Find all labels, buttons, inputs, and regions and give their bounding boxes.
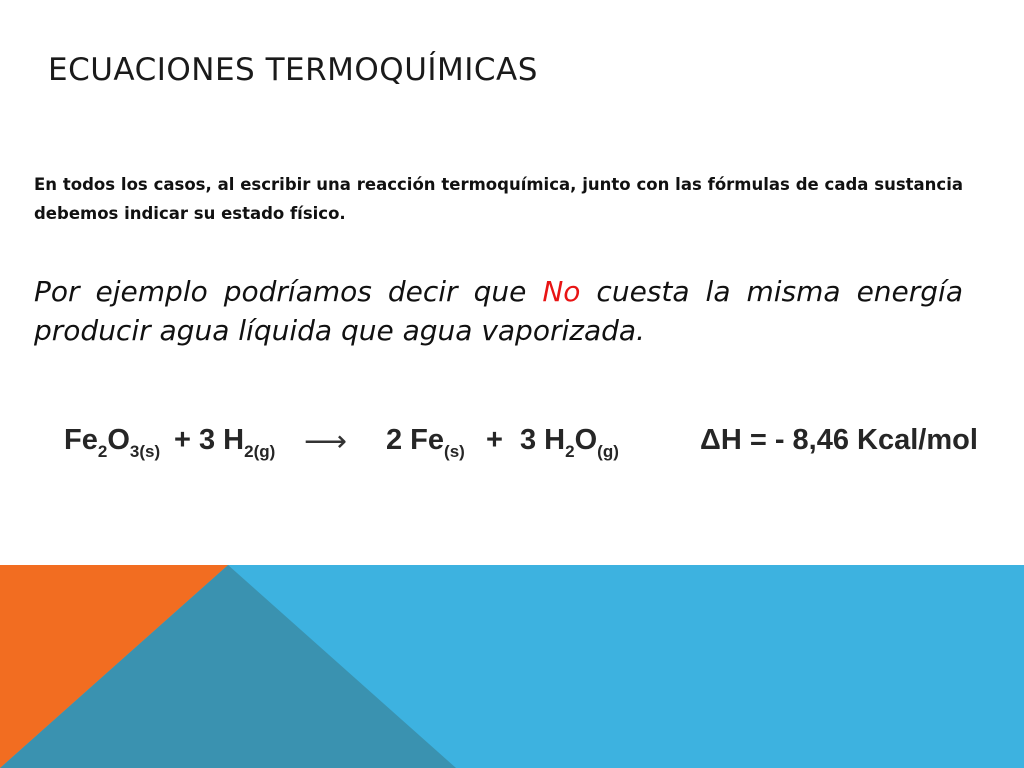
h2o-state: (g) [597,442,619,461]
example-text-end: cuesta la misma energía producir agua líquida que agua vaporizada. [34,275,963,347]
h2-subscript-state: 2(g) [244,442,276,461]
fe-state: (s) [444,442,465,461]
three-h: 3 H [520,424,566,456]
plus-sign: + [486,424,503,456]
highlight-no: No [542,275,581,308]
plus-3h: + 3 H [174,424,245,456]
product-fe [386,424,465,462]
reactant-fe2o3 [64,424,160,462]
example-text-start: Por ejemplo podríamos decir que [34,275,543,308]
o-symbol-2: O [574,424,598,456]
example-paragraph [34,272,963,350]
intro-paragraph: En todos los casos, al escribir una reacción termoquímica, junto con las fórmulas de cada sustancia debemos indicar su estado físico. [34,175,963,223]
slide-title: ECUACIONES TERMOQUÍMICAS [48,52,538,88]
thermochemical-equation [64,424,978,474]
two-fe: 2 Fe [386,424,445,456]
reaction-arrow-icon: ⟶ [304,425,348,458]
fe-symbol: Fe [64,424,98,456]
enthalpy-value: ΔH = - 8,46 Kcal/mol [700,424,978,456]
h-subscript: 2 [565,442,575,461]
o-symbol: O [107,424,130,456]
product-h2o [520,424,619,462]
reactant-h2 [174,424,275,462]
decorative-footer [0,565,1024,768]
o-subscript-state: 3(s) [129,442,161,461]
fe-subscript: 2 [97,442,108,461]
